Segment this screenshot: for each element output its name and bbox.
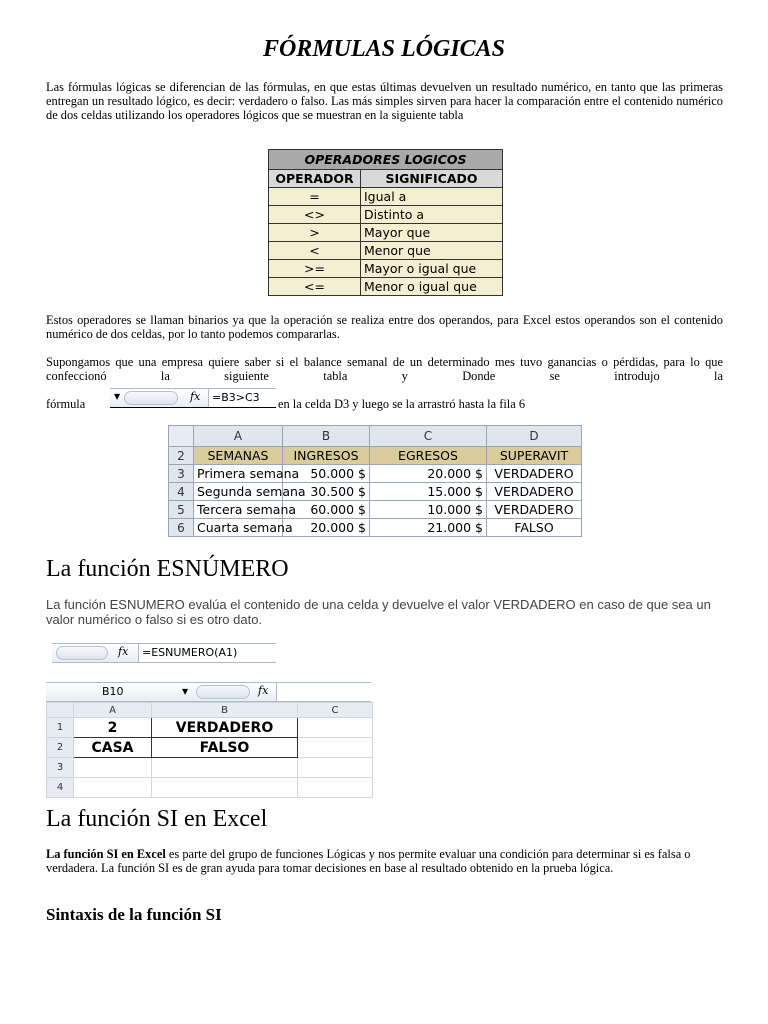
cell-c5[interactable]: 10.000 $ [370,501,487,519]
heading-funcion-si: La función SI en Excel [46,806,268,832]
operator-meaning: Igual a [361,188,503,206]
operator-symbol: < [269,242,361,260]
cell-b1[interactable]: VERDADERO [152,718,298,738]
table-row [47,758,373,778]
cell-d6[interactable]: FALSO [487,519,582,537]
operators-row [269,206,503,224]
operator-symbol: <> [269,206,361,224]
column-header-a[interactable]: A [74,703,152,718]
cell-b2[interactable]: INGRESOS [283,447,370,465]
table-row [169,465,582,483]
page-title: FÓRMULAS LÓGICAS [262,36,506,62]
cell-c6[interactable]: 21.000 $ [370,519,487,537]
operators-row [269,224,503,242]
cell-c1[interactable] [298,718,373,738]
operators-header-operador: OPERADOR [269,170,361,188]
row-header[interactable]: 2 [47,738,74,758]
name-box[interactable]: B10 [102,685,124,698]
cell-c2[interactable]: EGRESOS [370,447,487,465]
table-row [47,738,373,758]
operator-symbol: > [269,224,361,242]
formula-input[interactable]: =ESNUMERO(A1) [138,644,276,662]
formula-bar-2 [52,643,276,663]
column-header-d[interactable]: D [487,426,582,447]
cell-c4[interactable] [298,778,373,798]
cell-b4[interactable] [152,778,298,798]
cell-c2[interactable] [298,738,373,758]
cell-d3[interactable]: VERDADERO [487,465,582,483]
column-header-a[interactable]: A [194,426,283,447]
intro-paragraph: Las fórmulas lógicas se diferencian de las fórmulas, en que estas últimas devuelven un resultado numérico, en tanto que las primeras entregan un resultado lógico, es decir: verdadero o falso. Las más simples sirven para hacer la comparación entre el contenido numérico de dos celdas utilizando los operadores lógicos que se muestran en la siguiente tabla [46,80,723,122]
row-header[interactable]: 4 [169,483,194,501]
operator-symbol: <= [269,278,361,296]
cell-a5[interactable]: Tercera semana [194,501,283,519]
esnumero-sheet [46,702,373,798]
fx-icon[interactable]: fx [258,684,269,697]
table-row [169,501,582,519]
row-header[interactable]: 2 [169,447,194,465]
dropdown-arrow-icon[interactable]: ▼ [114,392,121,401]
cell-c4[interactable]: 15.000 $ [370,483,487,501]
operators-row [269,260,503,278]
cell-b3[interactable] [152,758,298,778]
fx-icon[interactable]: fx [118,645,129,658]
table-row [47,718,373,738]
operator-meaning: Menor o igual que [361,278,503,296]
si-description-bold: La función SI en Excel [46,847,166,861]
formula-bar-controls[interactable] [124,391,178,405]
fx-icon[interactable]: fx [190,390,201,403]
formula-input[interactable]: =B3>C3 [208,389,276,407]
column-header-c[interactable]: C [370,426,487,447]
row-header[interactable]: 3 [169,465,194,483]
row-header[interactable]: 3 [47,758,74,778]
operator-symbol: = [269,188,361,206]
weekly-balance-sheet [168,425,582,537]
cell-c3[interactable]: 20.000 $ [370,465,487,483]
table-row [169,447,582,465]
formula-bar-controls[interactable] [196,685,250,699]
example-paragraph: Supongamos que una empresa quiere saber si el balance semanal de un determinado mes tuvo ganancias o pérdidas, para lo que confeccionó la siguiente tabla y Donde se introdujo la [46,355,723,383]
operator-meaning: Menor que [361,242,503,260]
cell-c3[interactable] [298,758,373,778]
cell-b2[interactable]: FALSO [152,738,298,758]
cell-d2[interactable]: SUPERAVIT [487,447,582,465]
operators-table [268,149,503,296]
cell-a2[interactable]: CASA [74,738,152,758]
cell-a4[interactable] [74,778,152,798]
dropdown-arrow-icon[interactable]: ▼ [182,687,189,696]
formula-bar-controls[interactable] [56,646,108,660]
esnumero-description: La función ESNUMERO evalúa el contenido de una celda y devuelve el valor VERDADERO en caso de que sea un valor numérico o falso si es otro dato. [46,597,711,627]
select-all-corner[interactable] [47,703,74,718]
cell-a3[interactable]: Primera semana [194,465,283,483]
cell-a6[interactable]: Cuarta semana [194,519,283,537]
column-header-b[interactable]: B [283,426,370,447]
heading-esnumero: La función ESNÚMERO [46,556,289,582]
operator-meaning: Distinto a [361,206,503,224]
operators-row [269,278,503,296]
si-description-text: es parte del grupo de funciones Lógicas y nos permite evaluar una condición para determinar si es falsa o verdadera. La función SI es de gran ayuda para tomar decisiones en base al resultado obtenido en la prueba lógica. [46,847,691,875]
operators-row [269,188,503,206]
cell-b3[interactable]: 50.000 $ [283,465,370,483]
row-header[interactable]: 4 [47,778,74,798]
column-header-c[interactable]: C [298,703,373,718]
cell-d4[interactable]: VERDADERO [487,483,582,501]
operator-meaning: Mayor que [361,224,503,242]
operators-row [269,242,503,260]
select-all-corner[interactable] [169,426,194,447]
binary-operators-paragraph: Estos operadores se llaman binarios ya que la operación se realiza entre dos operandos, para Excel estos operandos son el contenido numérico de dos celdas, por lo tanto podemos compararlas. [46,313,723,341]
operators-table-title: OPERADORES LOGICOS [269,150,503,170]
table-row [169,519,582,537]
formula-underline [110,407,276,408]
table-row [169,483,582,501]
table-row [47,778,373,798]
column-header-b[interactable]: B [152,703,298,718]
formula-bar-1 [110,388,276,408]
cell-b6[interactable]: 20.000 $ [283,519,370,537]
row-header[interactable]: 6 [169,519,194,537]
si-description [46,847,726,875]
formula-cell-text: en la celda D3 y luego se la arrastró hasta la fila 6 [278,397,526,411]
cell-a1[interactable]: 2 [74,718,152,738]
operator-meaning: Mayor o igual que [361,260,503,278]
cell-a2[interactable]: SEMANAS [194,447,283,465]
cell-b4[interactable]: 30.500 $ [283,483,370,501]
operators-header-significado: SIGNIFICADO [361,170,503,188]
cell-b5[interactable]: 60.000 $ [283,501,370,519]
heading-sintaxis: Sintaxis de la función SI [46,905,222,924]
operator-symbol: >= [269,260,361,278]
cell-d5[interactable]: VERDADERO [487,501,582,519]
formula-input[interactable] [276,683,372,701]
formula-word: fórmula [46,397,86,411]
row-header[interactable]: 1 [47,718,74,738]
cell-a3[interactable] [74,758,152,778]
row-header[interactable]: 5 [169,501,194,519]
cell-a4[interactable]: Segunda semana [194,483,283,501]
name-box-bar [46,682,371,702]
